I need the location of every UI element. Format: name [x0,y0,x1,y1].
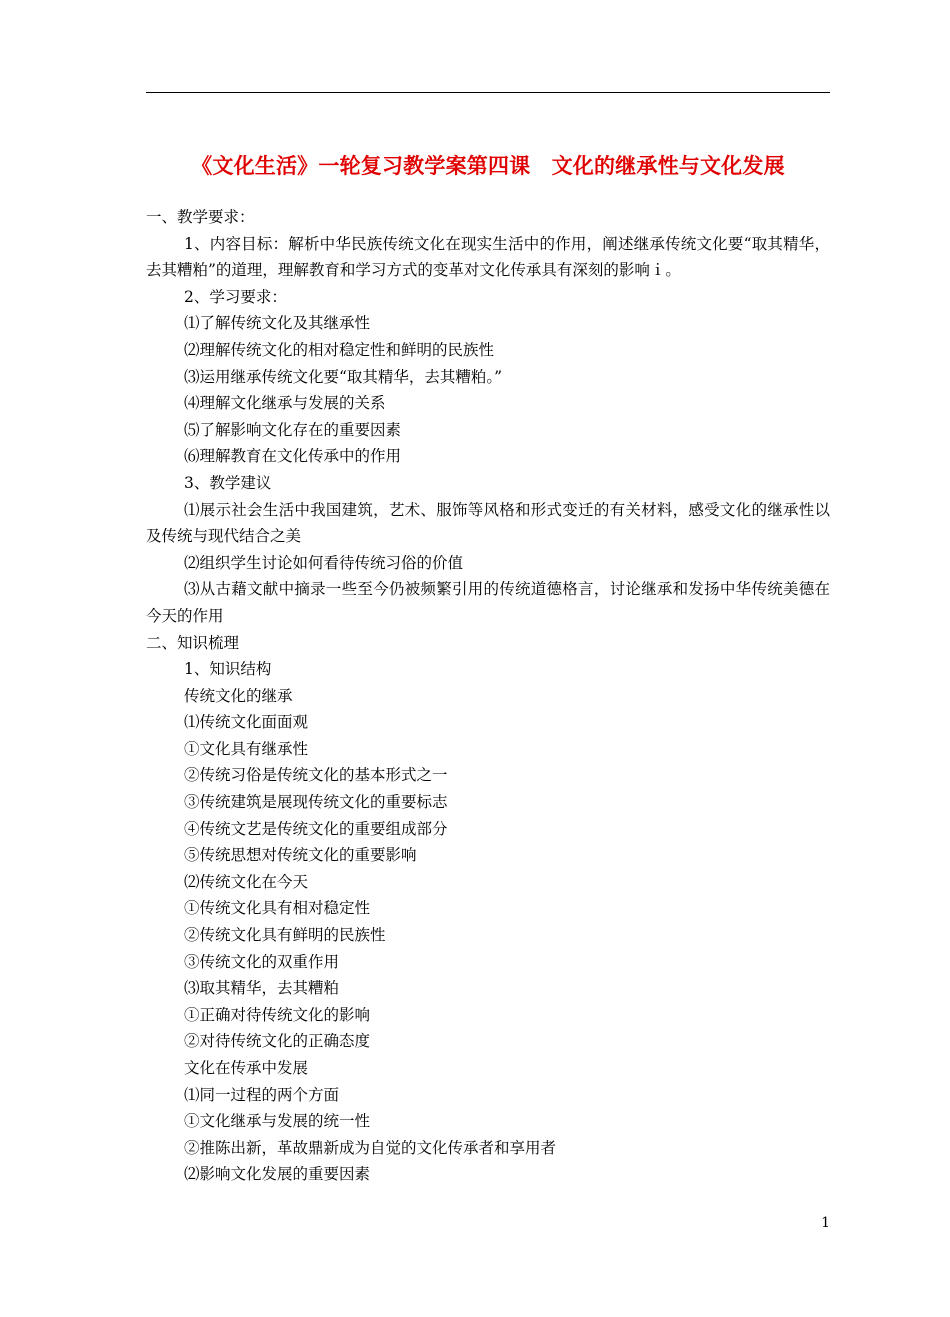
text-line: ⑴传统文化面面观 [184,713,309,732]
text-line: ②传统习俗是传统文化的基本形式之一 [184,766,448,785]
text-line: ⑵组织学生讨论如何看待传统习俗的价值 [184,553,464,572]
text-line: 1、内容目标：解析中华民族传统文化在现实生活中的作用，阐述继承传统文化要“取其精华，去其糟粕”的道理，理解教育和学习方式的变革对文化传承具有深刻的影响ｉ。 [146,234,830,280]
text-line: ①传统文化具有相对稳定性 [184,899,371,918]
text-line: ④传统文艺是传统文化的重要组成部分 [184,819,448,838]
text-line: ①文化具有继承性 [184,739,309,758]
text-line: ⑵传统文化在今天 [184,872,309,891]
text-line: ③传统文化的双重作用 [184,952,340,971]
text-line: 一、教学要求： [146,208,255,226]
text-line: ⑴了解传统文化及其继承性 [184,314,371,333]
text-line: 3、教学建议 [184,473,272,492]
document-title: 《文化生活》一轮复习教学案第四课 文化的继承性与文化发展 [191,153,785,178]
text-line: ⑸了解影响文化存在的重要因素 [184,420,402,439]
text-line: ⑹理解教育在文化传承中的作用 [184,447,402,466]
text-line: 传统文化的继承 [184,686,293,705]
text-line: ②推陈出新，革故鼎新成为自觉的文化传承者和享用者 [184,1138,557,1157]
text-line: ⑶运用继承传统文化要“取其精华，去其糟粕。” [184,367,503,386]
text-line: ①文化继承与发展的统一性 [184,1112,371,1131]
text-line: ⑵理解传统文化的相对稳定性和鲜明的民族性 [184,340,495,359]
text-line: ⑴同一过程的两个方面 [184,1085,340,1104]
text-line: ⑶取其精华，去其糟粕 [184,979,340,998]
text-line: ⑴展示社会生活中我国建筑，艺术、服饰等风格和形式变迁的有关材料，感受文化的继承性以及传统与现代结合之美 [146,500,830,546]
document-body [146,204,830,1188]
text-line: ⑶从古藉文献中摘录一些至今仍被频繁引用的传统道德格言，讨论继承和发扬中华传统美德在今天的作用 [146,580,830,625]
text-line: ①正确对待传统文化的影响 [184,1005,371,1024]
text-line: 2、学习要求： [184,287,287,306]
text-line: ⑤传统思想对传统文化的重要影响 [184,846,417,865]
text-line: ⑵影响文化发展的重要因素 [184,1165,371,1184]
text-line: ⑷理解文化继承与发展的关系 [184,394,386,413]
text-line: 1、知识结构 [184,660,272,679]
text-line: 二、知识梳理 [146,633,240,652]
page-number: 1 [821,1215,830,1231]
header-rule [146,92,830,93]
text-line: 文化在传承中发展 [184,1059,309,1077]
text-line: ②传统文化具有鲜明的民族性 [184,926,386,945]
text-line: ③传统建筑是展现传统文化的重要标志 [184,793,448,812]
text-line: ②对待传统文化的正确态度 [184,1032,371,1051]
